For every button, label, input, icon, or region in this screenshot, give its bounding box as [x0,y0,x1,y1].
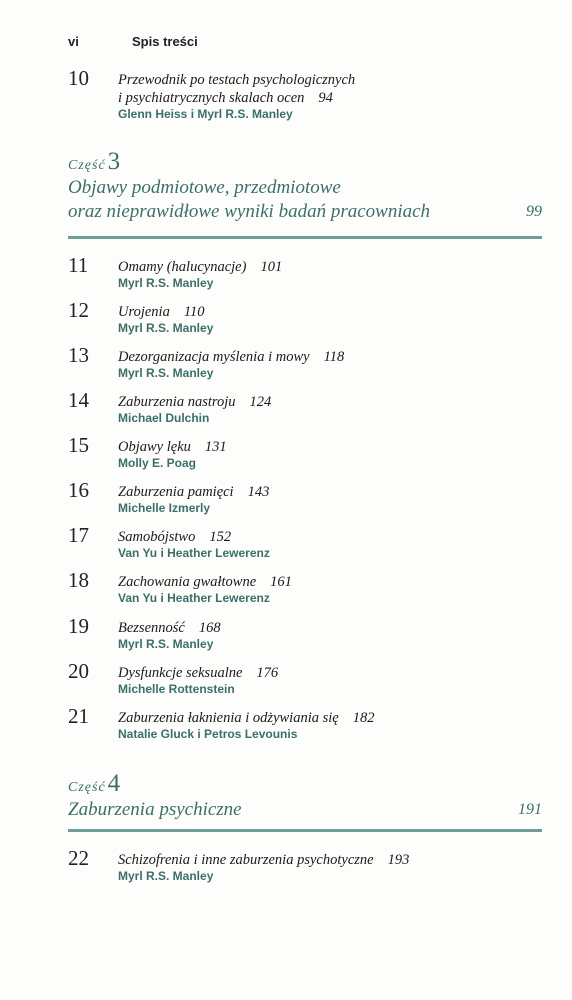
chapter-author: Michael Dulchin [118,411,210,425]
part-title-line1: Objawy podmiotowe, przedmiotowe [68,177,341,198]
chapter-number: 10 [68,66,89,90]
part-heading[interactable] [68,770,542,822]
toc-entry[interactable] [68,523,548,561]
toc-entry[interactable] [68,478,548,516]
part-page: 99 [526,203,542,220]
chapter-page: 110 [183,304,205,320]
chapter-title: Zachowania gwałtowne 161 [118,574,292,590]
page-number: vi [68,34,79,49]
part-divider [68,236,542,239]
toc-entry[interactable] [68,846,548,884]
chapter-author: Van Yu i Heather Lewerenz [118,546,270,560]
chapter-title: Schizofrenia i inne zaburzenia psychotyczne 193 [118,852,410,868]
chapter-page: 161 [270,574,292,590]
toc-entry[interactable] [68,704,548,742]
chapter-author: Michelle Rottenstein [118,682,235,696]
chapter-title: Dezorganizacja myślenia i mowy 118 [118,349,345,365]
chapter-author: Myrl R.S. Manley [118,869,214,883]
chapter-page: 152 [209,529,232,545]
chapter-number: 15 [68,433,89,457]
chapter-title [118,66,548,107]
chapter-author: Myrl R.S. Manley [118,321,214,335]
toc-entry[interactable] [68,343,548,381]
chapter-number: 20 [68,659,89,683]
chapter-author: Myrl R.S. Manley [118,366,214,380]
chapter-title: Omamy (halucynacje) 101 [118,259,283,275]
toc-entry[interactable] [68,66,548,122]
chapter-title: Zaburzenia nastroju 124 [118,394,272,410]
part-label: Część4 [68,770,121,797]
part-page: 191 [518,801,542,818]
toc-entry[interactable] [68,298,548,336]
toc-entry[interactable] [68,433,548,471]
chapter-title-line2: i psychiatrycznych skalach ocen [118,90,305,106]
chapter-page: 182 [352,710,375,726]
chapter-number: 17 [68,523,89,547]
chapter-number: 14 [68,388,89,412]
chapter-number: 12 [68,298,89,322]
part-heading[interactable] [68,148,542,224]
running-title: Spis treści [132,34,198,49]
toc-entry[interactable] [68,388,548,426]
toc-entry[interactable] [68,614,548,652]
chapter-title: Urojenia 110 [118,304,205,320]
chapter-number: 21 [68,704,89,728]
chapter-page: 131 [204,439,227,455]
chapter-page: 101 [260,259,283,275]
chapter-page: 193 [387,852,410,868]
chapter-page: 94 [318,90,333,106]
chapter-number: 16 [68,478,89,502]
chapter-page: 168 [198,620,221,636]
part-divider [68,829,542,832]
chapter-author: Molly E. Poag [118,456,197,470]
toc-entry[interactable] [68,568,548,606]
chapter-page: 176 [256,665,279,681]
part-title [68,798,542,822]
chapter-page: 118 [323,349,345,365]
chapter-title: Zaburzenia łaknienia i odżywiania się 182 [118,710,375,726]
running-head [68,34,198,49]
chapter-title: Objawy lęku 131 [118,439,227,455]
part-number: 4 [107,770,121,797]
chapter-author: Natalie Gluck i Petros Levounis [118,727,298,741]
chapter-title: Zaburzenia pamięci 143 [118,484,270,500]
part-label: Część3 [68,148,121,175]
chapter-number: 13 [68,343,89,367]
toc-entry[interactable] [68,253,548,291]
chapter-page: 124 [249,394,272,410]
chapter-page: 143 [247,484,270,500]
chapter-author: Van Yu i Heather Lewerenz [118,591,270,605]
chapter-number: 19 [68,614,89,638]
chapter-author: Michelle Izmerly [118,501,211,515]
chapter-title: Dysfunkcje seksualne 176 [118,665,279,681]
chapter-author: Myrl R.S. Manley [118,276,214,290]
part-title [68,176,542,224]
chapter-title: Samobójstwo 152 [118,529,232,545]
chapter-title-line1: Przewodnik po testach psychologicznych [118,72,356,88]
chapter-author: Myrl R.S. Manley [118,637,214,651]
part-title-line1: Zaburzenia psychiczne [68,799,242,820]
part-title-line2: oraz nieprawidłowe wyniki badań pracowniach [68,201,431,222]
chapter-author: Glenn Heiss i Myrl R.S. Manley [118,107,293,121]
chapter-number: 22 [68,846,89,870]
chapter-number: 18 [68,568,89,592]
toc-entry[interactable] [68,659,548,697]
chapter-title: Bezsenność 168 [118,620,221,636]
part-number: 3 [107,148,121,175]
chapter-number: 11 [68,253,89,277]
